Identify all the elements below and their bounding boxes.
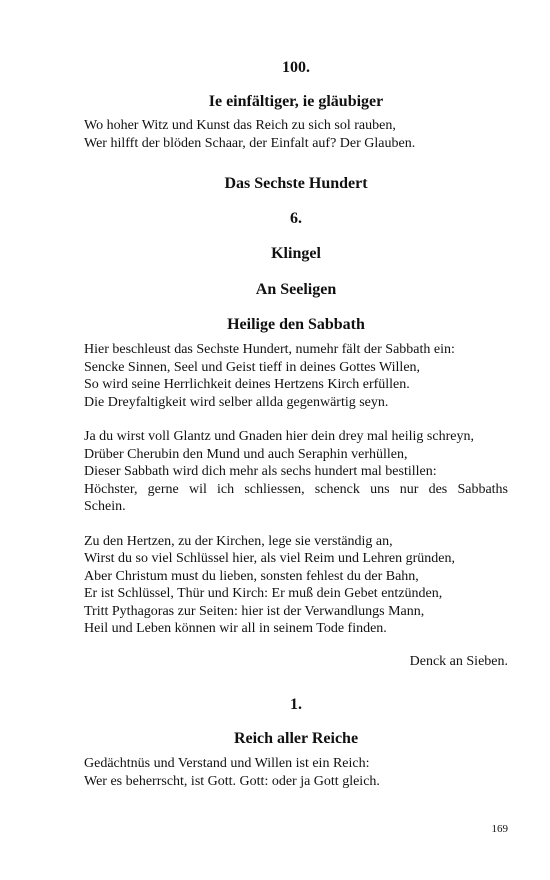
verse-line: Dieser Sabbath wird dich mehr als sechs hundert mal bestillen: <box>84 464 437 479</box>
epigram-subtitle: An Seeligen <box>255 281 337 298</box>
epigram-text <box>84 755 508 790</box>
verse-line: Höchster, gerne wil ich schliessen, schenck uns nur des Sabbaths <box>84 481 508 497</box>
verse-line: Heil und Leben können wir all in seinem Tode finden. <box>84 621 387 636</box>
verse-line: Wo hoher Witz und Kunst das Reich zu sich sol rauben, <box>84 118 396 133</box>
part-title: Das Sechste Hundert <box>224 175 368 192</box>
verse-line: Sencke Sinnen, Seel und Geist tieff in deines Gottes Willen, <box>84 359 421 375</box>
epigram-title: Klingel <box>271 245 321 262</box>
stanza <box>84 428 508 516</box>
verse-line: Wer hilfft der blöden Schaar, der Einfalt auf? Der Glauben. <box>84 135 416 151</box>
verse-line: Drüber Cherubin den Mund und auch Seraphin verhüllen, <box>84 446 408 462</box>
verse-line: So wird seine Herrlichkeit deines Hertzens Kirch erfüllen. <box>84 377 410 392</box>
epigram-text <box>84 117 508 152</box>
epigram-number: 100. <box>282 59 310 76</box>
verse-line: Ja du wirst voll Glantz und Gnaden hier dein drey mal heilig schreyn, <box>84 429 474 444</box>
verse-line: Hier beschleust das Sechste Hundert, numehr fält der Sabbath ein: <box>84 342 455 357</box>
epigram-subtitle: Heilige den Sabbath <box>227 316 365 333</box>
verse-line: Aber Christum must du lieben, sonsten fehlest du der Bahn, <box>84 568 419 584</box>
closing-line: Denck an Sieben. <box>409 653 508 669</box>
verse-line: Zu den Hertzen, zu der Kirchen, lege sie verständig an, <box>84 533 393 549</box>
page-number: 169 <box>491 823 508 835</box>
epigram-title: Reich aller Reiche <box>233 730 359 747</box>
verse-line: Tritt Pythagoras zur Seiten: hier ist der Verwandlungs Mann, <box>84 603 425 619</box>
epigram-title: Ie einfältiger, ie gläubiger <box>208 93 384 110</box>
stanza <box>84 533 508 638</box>
verse-line: Wirst du so viel Schlüssel hier, als viel Reim und Lehren gründen, <box>84 551 455 566</box>
verse-line: Gedächtnüs und Verstand und Willen ist ein Reich: <box>84 756 370 771</box>
epigram-number: 1. <box>290 696 302 713</box>
verse-line: Die Dreyfaltigkeit wird selber allda gegenwärtig seyn. <box>84 394 389 410</box>
verse-line: Wer es beherrscht, ist Gott. Gott: oder ja Gott gleich. <box>84 773 380 789</box>
verse-line: Schein. <box>84 499 126 514</box>
epigram-number: 6. <box>290 210 302 227</box>
verse-line: Er ist Schlüssel, Thür und Kirch: Er muß dein Gebet entzünden, <box>84 586 443 601</box>
page-body <box>84 58 508 790</box>
stanza <box>84 341 508 411</box>
